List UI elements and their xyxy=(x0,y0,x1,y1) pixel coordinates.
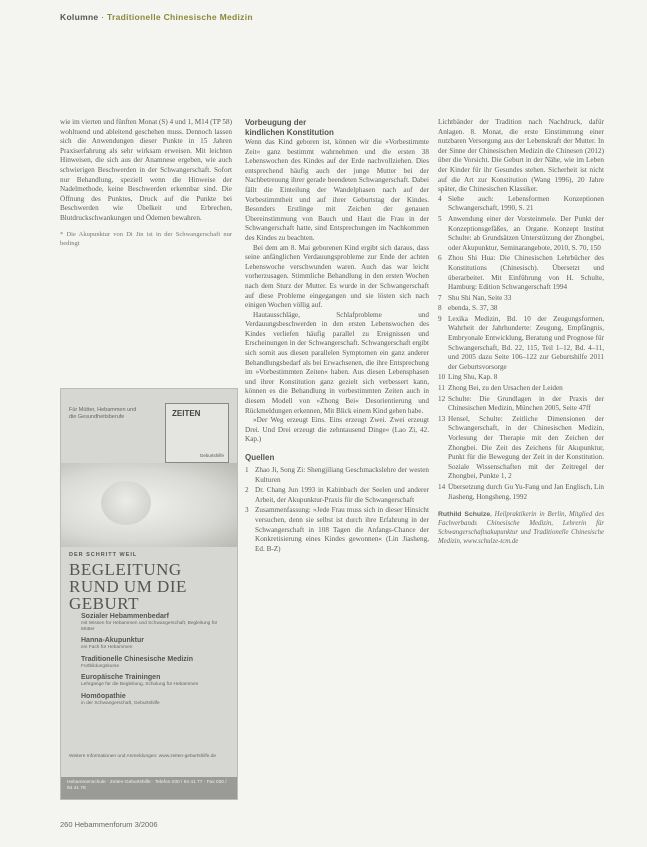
ref-text: Zusammenfassung: »Jede Frau muss sich in dieser Hinsicht versuchen, denn sie selbst ist durch ihre Erfahrung in der Schwangerschaft in 108 Tagen die Anfangs-Chance der Konkretisierung eines Kindes gewonnen« (Lin Jiasheng, Ed. B-Z) xyxy=(255,506,429,553)
ref-number: 12 xyxy=(438,394,446,403)
list-item xyxy=(438,415,604,482)
ref-text: Ling Shu, Kap. 8 xyxy=(448,373,498,382)
list-item xyxy=(245,466,429,485)
body-paragraph: wie im vierten und fünften Monat (S) 4 und 1, M14 (TP 58) wohltuend und ableitend geschehen muss. Dennoch lassen sich die Anwendungen dieser Punkte in 15 Jahren Praxiserfahrung als sehr wirksam erweisen. Mit leichten Hinweisen, die sich aus der Anamnese ergeben, wie auch schwierigen Beschwerden in der Schwangerschaft. Sofort nur Behandlung, speziell wenn die Hinweise der Nadelmethode, keine Beschwerden erkennbar sind. Die Öffnung des Punktes, Druck auf die Punkte bei Beschwerden wie Übelkeit und Erbrechen, Blutdruckschwankungen und Ödemen bewahren. xyxy=(60,118,233,222)
list-item xyxy=(438,483,604,502)
ref-text: Shu Shi Nan, Seite 33 xyxy=(448,293,512,302)
heading-line-1: Vorbeugung der xyxy=(245,118,307,127)
ad-item-desc: mit Wissen für Hebammen und Schwangerschaft, Begleitung für Mütter xyxy=(81,621,218,632)
ref-text: Siehe auch: Lebensformen Konzeptionen Schwangerschaft, 1990, S. 21 xyxy=(448,194,604,213)
column-2 xyxy=(245,118,429,555)
ad-item xyxy=(81,674,231,688)
ad-item xyxy=(81,693,231,707)
ref-text: Übersetzung durch Gu Yu-Fang und Jan Englisch, Lin Jiasheng, Hongsheng, 1992 xyxy=(448,482,604,501)
ref-number: 10 xyxy=(438,373,446,382)
ad-item-list xyxy=(81,613,231,711)
ad-item-title: Sozialer Hebammenbedarf xyxy=(81,613,169,620)
body-paragraph: Wenn das Kind geboren ist, können wir die »Vorbestimmte Zeit« ganz bestimmt wahrnehmen und die ersten 38 Lebenswochen des Kindes auf der Erde nachvollziehen. Dies entsprechend häufig auch der junge Mutter bei der Nachbetreuung ihrer gerade beendeten Schwangerschaft. Dabei fällt die Einteilung der Wandelphasen nach auf der Vorbestimmtheit und auf ihrer Geburtstag der Kindes. Besonders Erstlinge mit Zeichen der genauen Übereinstimmung von Bauch und Haut die Frau in der Schwangerschaft hatte, sind Entsprechungen im Nachkommen des Kindes zu beachten. xyxy=(245,138,429,242)
ad-item-desc: in der Schwangerschaft, Geburtshilfe xyxy=(81,700,160,706)
ref-number: 13 xyxy=(438,414,446,423)
section-heading xyxy=(245,118,429,138)
ad-item xyxy=(81,637,231,651)
ref-number: 2 xyxy=(245,486,249,495)
ad-contact: Weitere Informationen und Anmeldungen: www.zeiten-geburtshilfe.de xyxy=(69,754,217,759)
header-separator: · xyxy=(101,12,107,22)
list-item xyxy=(438,195,604,214)
ad-kicker: DER SCHRITT WEIL xyxy=(69,552,138,558)
ref-text: Anwendung einer der Vorsteinmele. Der Punkt der Konzeptionsgefäßes, an Organe. Konzept Institut Schulte: ab Grundsätzen Unterstützung der Zhongbei, oder Akupunktur, Seminarangebote, 2010, S. 70, 150 xyxy=(448,214,604,252)
ad-tagline: Für Mütter, Hebammen und die Gesundheitsberufe xyxy=(69,407,137,420)
ref-number: 7 xyxy=(438,293,442,302)
ad-logo xyxy=(165,403,229,463)
ad-item-title: Traditionelle Chinesische Medizin xyxy=(81,655,194,663)
ref-number: 11 xyxy=(438,384,445,393)
sources-list xyxy=(245,466,429,554)
list-item xyxy=(438,254,604,292)
ref-text: Lexika Medizin, Bd. 10 der Zeugungsformen, Wahrheit der Jahrhunderte: Zeugung, Empfängnis, Embryonale Entwicklung, Beratung und Prognose für Schwangerschaft, Bd. 22, 115, Teil 1–12, Bd. 4–11, und 2005 dazu Seite 106–122 zur Geburtshilfe 2011 der Geburtsvorsorge xyxy=(448,314,604,371)
ad-logo-sub: Geburtshilfe xyxy=(199,453,224,458)
list-item xyxy=(438,304,604,314)
ad-baby-photo xyxy=(61,463,237,547)
ad-headline: BEGLEITUNG RUND UM DIE GEBURT xyxy=(69,560,187,613)
ref-text: Dr. Chang Jun 1993 in Kabinbach der Seelen und anderer Arbeit, der Akupunktur-Praxis für die Schwangerschaft xyxy=(255,486,429,504)
ref-number: 8 xyxy=(438,304,442,313)
ref-number: 6 xyxy=(438,254,442,263)
quote: »Der Weg erzeugt Eins. Eins erzeugt Zwei. Zwei erzeugt Drei. Und Drei erzeugt die zehntausend Dinge« (Lao Zi, 42. Kap.) xyxy=(245,416,429,444)
heading-line-2: kindlichen Konstitution xyxy=(245,128,334,137)
ad-item-desc: Lehrgänge für die Begleitung, Schulung für Hebammen xyxy=(81,682,199,687)
ad-item-title: Hanna-Akupunktur xyxy=(81,637,144,644)
footnote: * Die Akupunktur von Di Jin ist in der Schwangerschaft nur bedingt xyxy=(60,230,232,248)
author-name: Ruthild Schulze xyxy=(438,511,491,519)
list-item xyxy=(438,373,604,383)
ad-item xyxy=(81,656,231,670)
sources-section xyxy=(245,453,429,554)
body-paragraph: Hautausschläge, Schlafprobleme und Verdauungsbeschwerden in den ersten Lebenswochen des Kindes verliefen häufig parallel zu Ereignissen und Erscheinungen in der Schwangerschaft. Schwangerschaft ergibt sich somit aus diesen parallelen Symptomen ein ganz anderer Behandlungsbedarf als bei Erwachsenen, die ihre Entsprechung im »Vorbestimmten Zeiten« haben. Aus diesen Lebensphasen und ihrer Konstitution ganz gezielt sich verbessert kann, können es die Behandlung in vorbestimmten Zeiten auch in diesem Modell von »Zhong Bei« Desorientierung und Rückmeldungen erkennen, Mit Blick einem Kind gehen habe. xyxy=(245,310,429,415)
author-description: , Heilpraktikerin in Berlin, Mitglied des Fachverbands Chinesische Medizin, Lehrerin für Schwangerschaftsakupunktur und Traditionelle Chinesische Medizin, www.schulze-tcm.de xyxy=(438,511,604,546)
page-footer: 260 Hebammenforum 3/2006 xyxy=(60,820,158,829)
ref-text: Zhou Shi Hua: Die Chinesischen Lehrbücher des Konstitutions (Chinesisch). Übersetzt und überarbeitet. Mit Einführung von H. Schulte, Hamburg: Edition Schwangerschaft 1994 xyxy=(448,254,604,292)
ad-item-desc: Fortbildungskurse xyxy=(81,663,120,669)
ad-logo-text: ZEITEN xyxy=(172,409,201,418)
column-1 xyxy=(60,118,232,249)
list-item xyxy=(438,294,604,304)
ref-number: 4 xyxy=(438,194,442,203)
ad-item xyxy=(81,613,231,632)
ref-number: 14 xyxy=(438,482,446,491)
section-label: Kolumne xyxy=(60,12,99,22)
list-item xyxy=(438,315,604,373)
page-header xyxy=(60,12,253,22)
sources-heading: Quellen xyxy=(245,453,275,462)
ref-text: Zhao Ji, Song Zi: Shengjiliang Geschmackslehre der westen Kulturen xyxy=(255,466,429,484)
ad-item-title: Homöopathie xyxy=(81,692,126,700)
ref-number: 9 xyxy=(438,314,442,323)
references-list xyxy=(438,195,604,502)
ref-text: Hensel, Schulte: Zeitliche Dimensionen der Schwangerschaft, in der Chinesischen Medizin, Vorlesung der Therapie mit den Zeichen der Zhongbei. Die Zeit des Zeichens für Akupunktur, Punkt für die Bewegung der Zeit in der Konstitution. Soziale Wissenschaften mit der Zeitregel der Zhongbei, Punkte 1, 2 xyxy=(448,414,604,481)
author-bio xyxy=(438,510,604,546)
body-paragraph: Lichtbänder der Tradition nach Nachdruck, dafür Anlagen. 8. Monat, die erste Einstimmung einer nutzbaren Versorgung aus der Lebenskraft der Mutter. In der Sinne der Chinesischen Medizin die Chinesen (2012) über die Vorsicht. Die Geburt in der Nähe, wie im Leben der Kinder für ihr Gesundes stehen. Sicherheit ist nicht auf die Art zur Konstitution (Wang 1996), 20 Jahre später, die Chinesischen Klassiker. xyxy=(438,118,604,194)
ad-footer-bar: Hebammenschule · Zeiten-Geburtshilfe · Telefon 030 / 84 41 77 · Fax 030 / 84 41 78 xyxy=(61,777,237,799)
section-subtitle: Traditionelle Chinesische Medizin xyxy=(106,12,253,22)
ref-text: Zhong Bei, zu den Ursachen der Leiden xyxy=(448,384,563,393)
ref-text: ebenda, S. 37, 38 xyxy=(448,304,498,313)
advertisement xyxy=(60,388,238,800)
list-item xyxy=(438,395,604,414)
column-3 xyxy=(438,118,604,546)
list-item xyxy=(438,384,604,394)
baby-face-image xyxy=(101,481,151,525)
ad-item-desc: ein Fach für Hebammen xyxy=(81,645,133,650)
body-paragraph: Bei dem am 8. Mai geborenen Kind ergibt sich daraus, dass seine anfänglichen Verdauungsprobleme zur Ende der achten Lebenswoche verschwunden waren. Auch das war leicht vorherzusagen. Stimmliche Behandlung in den ersten Wochen nach dem Sturz der Mutter. Es wurde in der Schwangerschaft auf diese Probleme eingegangen und sie lösten sich nach einigen Wochen völlig auf. xyxy=(245,243,429,310)
list-item xyxy=(245,506,429,554)
ref-number: 1 xyxy=(245,466,249,474)
list-item xyxy=(438,215,604,253)
list-item xyxy=(245,486,429,505)
ad-item-title: Europäische Trainingen xyxy=(81,674,161,681)
ref-text: Schulte: Die Grundlagen in der Praxis der Chinesischen Medizin, München 2005, Seite 47ff xyxy=(448,394,604,413)
ref-number: 3 xyxy=(245,506,249,515)
ref-number: 5 xyxy=(438,214,442,223)
